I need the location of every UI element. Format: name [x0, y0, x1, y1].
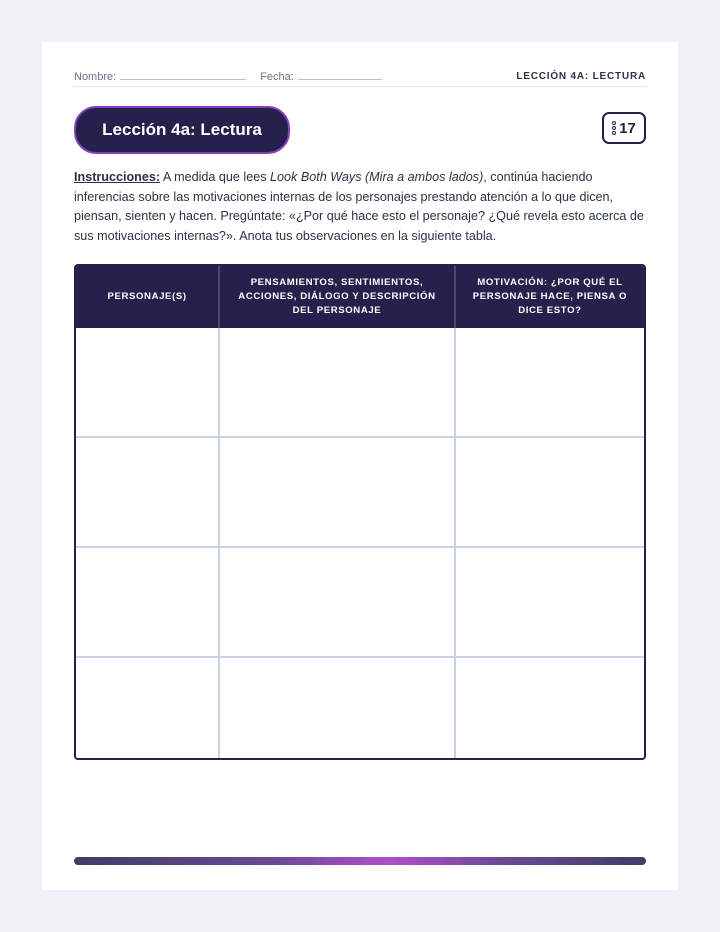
table-row: [76, 328, 644, 437]
table-cell[interactable]: [219, 437, 455, 547]
table-cell[interactable]: [455, 547, 644, 657]
column-header-character: PERSONAJE(S): [76, 266, 219, 328]
table-cell[interactable]: [219, 657, 455, 760]
name-line[interactable]: [120, 70, 246, 80]
table-cell[interactable]: [455, 657, 644, 760]
table-cell[interactable]: [76, 328, 219, 437]
instructions-text-before: A medida que lees: [160, 170, 271, 184]
table-cell[interactable]: [76, 437, 219, 547]
observation-table: [74, 264, 646, 760]
instructions: [74, 168, 646, 246]
name-label: Nombre:: [74, 70, 117, 83]
instructions-label: Instrucciones:: [74, 170, 161, 184]
instructions-text-after: , continúa haciendo inferencias sobre las motivaciones internas de los personajes prestando atención a lo que dicen, piensan, sienten y hacen. Pregúntate: «¿Por qué hace esto el personaje? ¿Qué revela esto acerca de sus motivaciones internas?». Anota tus observaciones en la siguiente tabla.: [74, 170, 644, 243]
book-title: Look Both Ways (Mira a ambos lados): [270, 170, 484, 184]
table-row: [76, 657, 644, 760]
dots-icon: [612, 121, 616, 135]
date-field: [260, 70, 382, 83]
table-row: [76, 547, 644, 657]
date-line[interactable]: [298, 70, 382, 80]
worksheet-page: [42, 42, 678, 890]
date-label: Fecha:: [260, 70, 294, 83]
table-header-row: [76, 266, 644, 328]
table-row: [76, 437, 644, 547]
table-cell[interactable]: [76, 657, 219, 760]
table-cell[interactable]: [76, 547, 219, 657]
page-title: Lección 4a: Lectura: [74, 106, 290, 154]
page-number-badge: [602, 112, 646, 144]
name-field: [74, 70, 246, 83]
column-header-thoughts: PENSAMIENTOS, SENTIMIENTOS, ACCIONES, DIÁLOGO Y DESCRIPCIÓN DEL PERSONAJE: [219, 266, 455, 328]
table-cell[interactable]: [455, 437, 644, 547]
table-cell[interactable]: [455, 328, 644, 437]
table-cell[interactable]: [219, 547, 455, 657]
table-cell[interactable]: [219, 328, 455, 437]
header-row: [74, 66, 646, 87]
footer-gradient-bar: [74, 857, 646, 865]
column-header-motivation: MOTIVACIÓN: ¿POR QUÉ EL PERSONAJE HACE, PIENSA O DICE ESTO?: [455, 266, 644, 328]
lesson-tag: LECCIÓN 4A: LECTURA: [516, 70, 646, 82]
page-number: 17: [619, 119, 636, 137]
